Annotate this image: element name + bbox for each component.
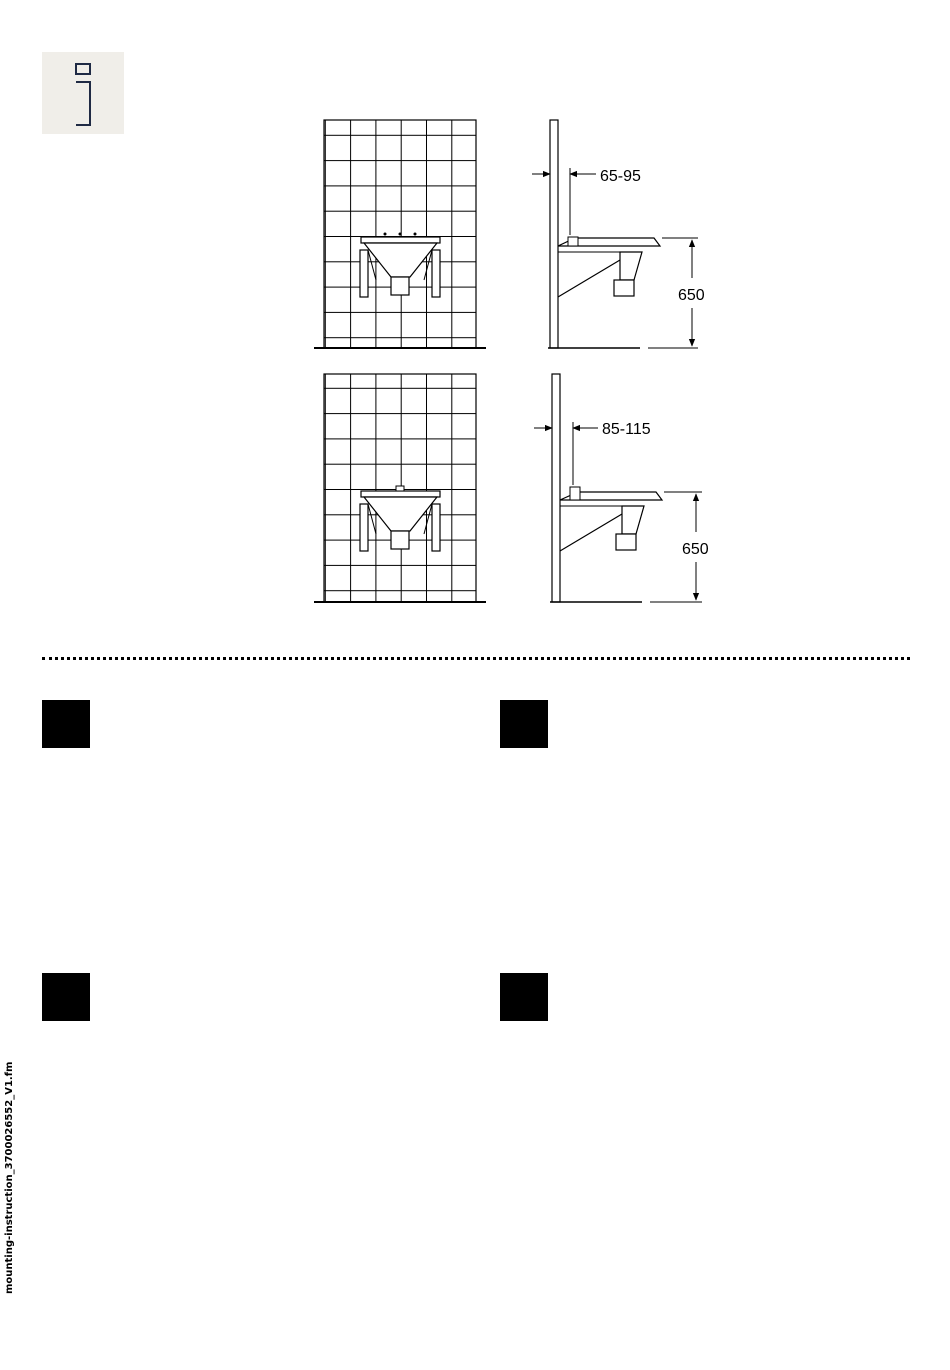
front-view-top [314,120,486,348]
side-view-bottom [534,374,702,602]
footer-filename: mounting-instruction_3700026552_V1.fm [4,1061,15,1294]
height-top-label: 650 [678,287,705,304]
offset-bottom-label: 85-115 [602,421,651,438]
front-view-bottom [314,374,486,602]
step-box-3 [42,973,90,1021]
side-view-top [532,120,698,348]
section-divider [42,657,910,660]
installation-figure [300,110,740,610]
offset-top-label: 65-95 [600,168,641,185]
height-bottom-label: 650 [682,541,709,558]
step-box-2 [500,700,548,748]
step-box-1 [42,700,90,748]
info-icon [42,52,124,134]
step-box-4 [500,973,548,1021]
